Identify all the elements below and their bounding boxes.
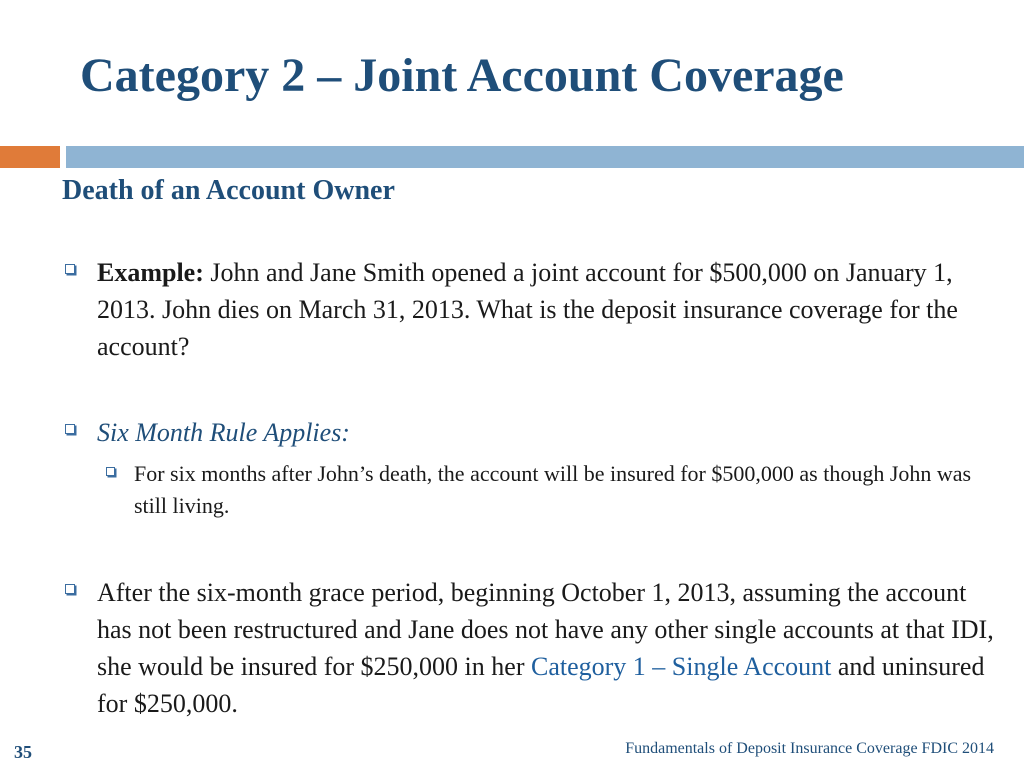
bullet-example-lead: Example: (97, 258, 204, 287)
slide-subtitle: Death of an Account Owner (62, 175, 395, 206)
bullet-grace-period-text-end: and uninsured for $250,000. (97, 652, 985, 718)
category-1-link[interactable]: Category 1 – Single Account (530, 652, 832, 681)
square-bullet-icon (65, 264, 75, 274)
page-number: 35 (14, 742, 32, 762)
sub-bullet-six-months-text: For six months after John’s death, the account will be insured for $500,000 as though John was still living. (134, 461, 972, 518)
slide-title: Category 2 – Joint Account Coverage (80, 49, 844, 102)
bullet-six-month-rule-lead: Six Month Rule Applies: (97, 418, 350, 447)
bullet-example-text: John and Jane Smith opened a joint account for $500,000 on January 1, 2013. John dies on March 31, 2013. What is the deposit insurance coverage for the account? (97, 258, 958, 361)
accent-bar-orange (0, 146, 60, 168)
bullet-six-month-rule (97, 414, 1002, 451)
square-bullet-icon (65, 584, 75, 594)
bullet-grace-period-text: After the six-month grace period, beginning October 1, 2013, assuming the account has not been restructured and Jane does not have any other single accounts at that IDI, she would be insured for $250,000 in her (97, 578, 994, 681)
bullet-example (97, 254, 1002, 365)
accent-bar-blue (66, 146, 1024, 168)
sub-bullet-six-months (134, 458, 994, 522)
bullet-grace-period (97, 574, 1002, 722)
square-bullet-icon (65, 424, 75, 434)
footer-text: Fundamentals of Deposit Insurance Coverage FDIC 2014 (625, 740, 994, 757)
square-bullet-icon (106, 467, 115, 476)
